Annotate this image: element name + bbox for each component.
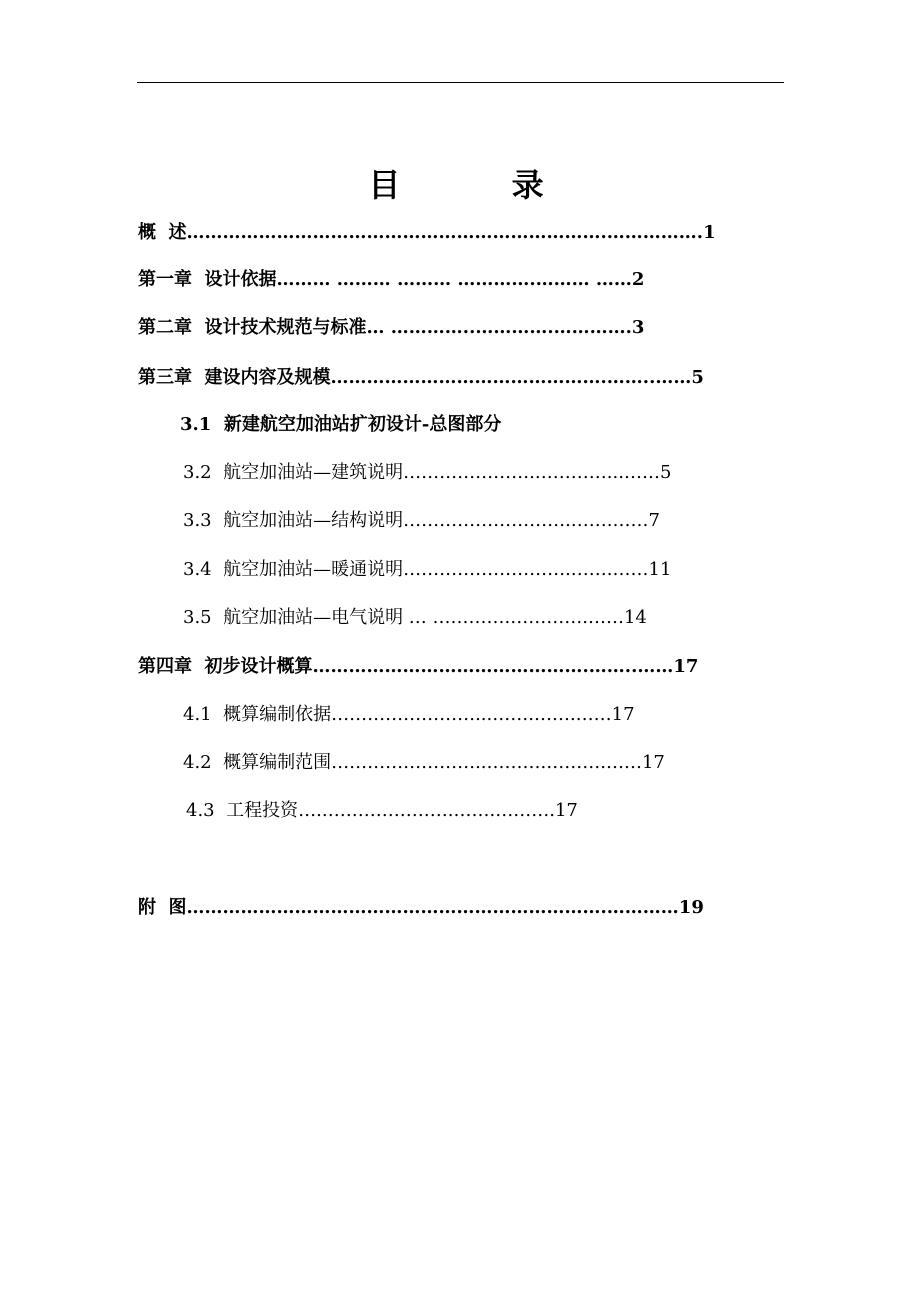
toc-entry-section-4-3[interactable]: 4.3 工程投资….………………….…….……….17: [186, 800, 578, 821]
toc-entry-section-3-1[interactable]: 3.1 新建航空加油站扩初设计-总图部分: [180, 414, 502, 435]
toc-entry-section-3-2[interactable]: 3.2 航空加油站—建筑说明………………….…………...……5: [183, 462, 672, 483]
toc-entry-section-3-4[interactable]: 3.4 航空加油站—暖通说明……………………….…….……11: [183, 559, 672, 580]
toc-entry-overview[interactable]: 概 述…………………………………………………………….…………….1: [138, 222, 716, 243]
toc-entry-chapter-1[interactable]: 第一章 设计依据……… ……… ……… ………….……… ……2: [138, 269, 645, 290]
toc-entry-appendix[interactable]: 附 图…………………………………………………………….…………19: [138, 897, 704, 918]
toc-entry-section-4-2[interactable]: 4.2 概算编制范围……………………..……….……….……17: [183, 752, 665, 773]
toc-entry-section-3-3[interactable]: 3.3 航空加油站—结构说明……………………….…….……7: [183, 510, 660, 531]
toc-entry-chapter-2[interactable]: 第二章 设计技术规范与标准… …………..………….………….3: [138, 317, 645, 338]
header-rule: [137, 82, 784, 83]
toc-entry-chapter-3[interactable]: 第三章 建设内容及规模……………………………………….……..……5: [138, 367, 704, 388]
toc-entry-section-4-1[interactable]: 4.1 概算编制依据……………………...…….…….……17: [183, 704, 635, 725]
toc-title: 目 录: [368, 166, 594, 204]
toc-entry-chapter-4[interactable]: 第四章 初步设计概算……………………………………….……..……17: [138, 656, 699, 677]
toc-entry-section-3-5[interactable]: 3.5 航空加油站—电气说明 … ………….………….……14: [183, 607, 647, 628]
